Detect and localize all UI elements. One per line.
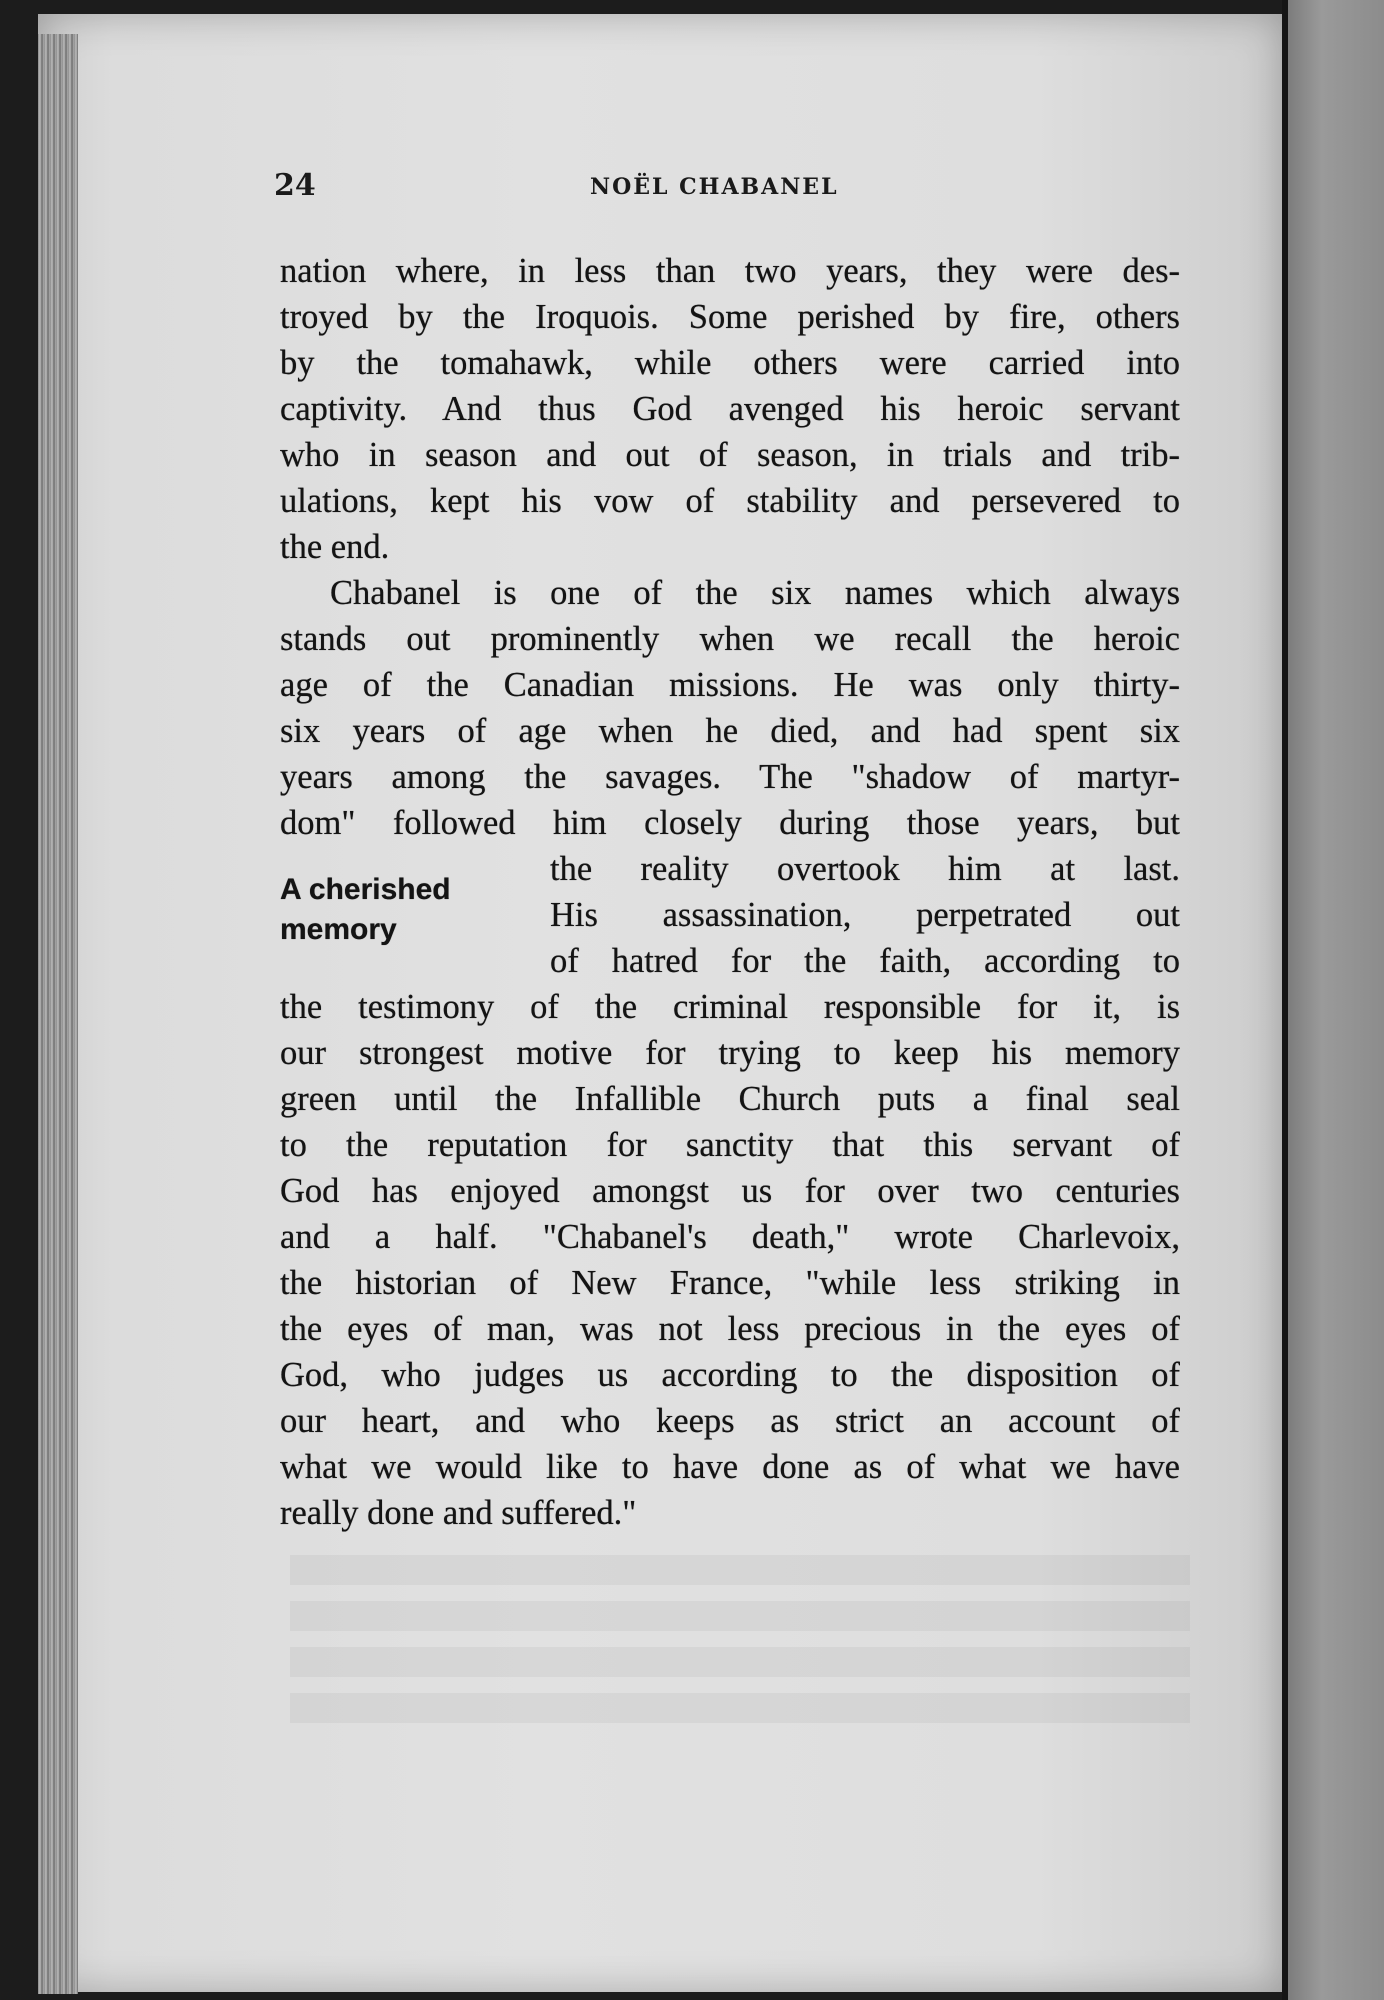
page-edges [38,34,78,1994]
text-line: captivity. And thus God avenged his heroic servant [280,390,1180,428]
text-line: His assassination, perpetrated out [550,896,1180,934]
body-text [280,248,1180,1536]
text-line: our strongest motive for trying to keep his memory [280,1034,1180,1072]
text-line: God has enjoyed amongst us for over two centuries [280,1172,1180,1210]
text-line: troyed by the Iroquois. Some perished by fire, others [280,298,1180,336]
text-line: Chabanel is one of the six names which always [330,574,1180,612]
text-line: our heart, and who keeps as strict an account of [280,1402,1180,1440]
show-through-line [290,1555,1190,1585]
text-line: ulations, kept his vow of stability and persevered to [280,482,1180,520]
text-line: really done and suffered." [280,1494,637,1532]
text-line: the reality overtook him at last. [550,850,1180,888]
page-number: 24 [274,168,316,203]
paragraph-1 [280,248,1180,570]
text-line: green until the Infallible Church puts a final seal [280,1080,1180,1118]
marginal-note-line: memory [280,913,397,946]
text-line: to the reputation for sanctity that this servant of [280,1126,1180,1164]
text-line: by the tomahawk, while others were carried into [280,344,1180,382]
text-line: stands out prominently when we recall the heroic [280,620,1180,658]
text-line: God, who judges us according to the disposition of [280,1356,1180,1394]
marginal-note [280,846,550,984]
text-line: years among the savages. The "shadow of martyr- [280,758,1180,796]
text-line: who in season and out of season, in trials and trib- [280,436,1180,474]
text-line: the historian of New France, "while less striking in [280,1264,1180,1302]
marginal-note-line: A cherished [280,873,451,906]
text-line: age of the Canadian missions. He was only thirty- [280,666,1180,704]
book-spine [1288,0,1384,2000]
text-line: six years of age when he died, and had spent six [280,712,1180,750]
show-through-line [290,1601,1190,1631]
marginal-note-block [280,846,1180,984]
text-line: nation where, in less than two years, they were des- [280,252,1180,290]
text-line: and a half. "Chabanel's death," wrote Charlevoix, [280,1218,1180,1256]
text-line: what we would like to have done as of what we have [280,1448,1180,1486]
show-through-text [290,1555,1190,1739]
text-line: dom" followed him closely during those years, but [280,804,1180,842]
paragraph-2 [280,570,1180,1536]
text-line: the eyes of man, was not less precious in the eyes of [280,1310,1180,1348]
show-through-line [290,1647,1190,1677]
text-line: the testimony of the criminal responsible for it, is [280,988,1180,1026]
side-text-column [550,846,1180,984]
running-title: NOËL CHABANEL [590,174,839,200]
text-line: of hatred for the faith, according to [550,942,1180,980]
text-line: the end. [280,528,390,566]
show-through-line [290,1693,1190,1723]
running-head [0,168,1384,208]
